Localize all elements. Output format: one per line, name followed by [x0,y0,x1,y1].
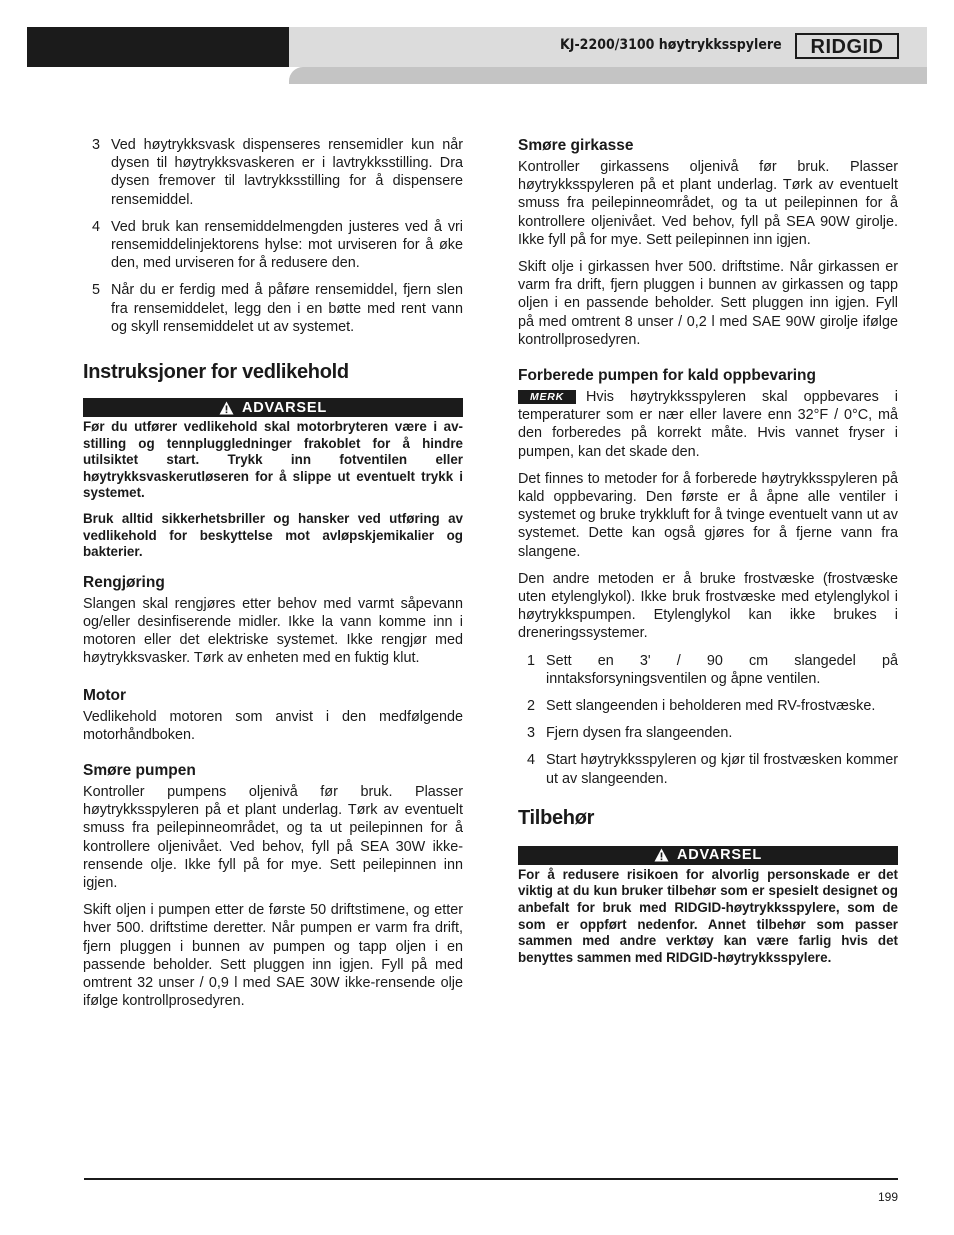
warning-text: Før du utfører vedlikehold skal motorbryteren være i av-stilling og tennpluggledninger frakoblet for å hindre utilsiktet start. Trykk inn fotventilen eller høytrykksvaskerutløseren for å slippe ut eventuelt trykk i systemet. [83,419,463,501]
detergent-steps [83,136,463,336]
pump-paragraph-2: Skift oljen i pumpen etter de første 50 driftstimene, og etter hver 500. driftstime deretter. Når pumpen er varm fra drift, fjern pluggen i bunnen av pumpen og tapp oljen i en passende beholder. Sett pluggen inn igjen. Fyll på med omtrent 32 unser / 0,9 l med SAE 30W ikke-rensende olje ifølge kontrollprosedyren. [83,902,463,1010]
warning-label: ADVARSEL [241,399,328,416]
list-item: 2 Sett slangeenden i beholderen med RV-frostvæske. [527,698,876,715]
warning-label: ADVARSEL [676,847,763,864]
page-number: 199 [877,1190,898,1204]
accessories-warning-text: For å redusere risikoen for alvorlig personskade er det viktig at du kun bruker tilbehør som er spesielt designet og anbefalt for bruk med RIDGID-høytrykksspylere, som de som er oppført nedenfor. Annet tilbehør som passer sammen med andre verktøy kan være farlig hvis det benyttes sammen med RIDGID-høytrykksspylere. [518,866,898,965]
warning-bar [83,398,463,417]
cold-paragraph-1: MERK Hvis høytrykksspyleren skal oppbevares i temperaturer som er nær eller lavere enn 32°F / 0°C, må den forberedes på korrekt måte. Hvis vannet fryser i pumpen, kan det skade den. [518,389,898,460]
warning-text-2: Bruk alltid sikkerhetsbriller og hansker ved utføring av vedlikehold for beskyttelse mot avløpskjemikalier og bakterier. [83,511,463,560]
list-item: 4 Ved bruk kan rensemiddelmengden justeres ved å vri rensemiddelinjektorens hylse: mot urviseren for å øke den, med urviseren for å redusere den. [92,218,463,272]
header-title: KJ-2200/3100 høytrykksspylere [560,37,782,53]
list-item: 4 Start høytrykksspyleren og kjør til frostvæsken kommer ut av slangeenden. [527,752,898,787]
warning-icon [219,401,234,415]
cold-storage-title: Forberede pumpen for kald oppbevaring [518,367,816,385]
header-black-bar [27,27,289,67]
list-item: 3 Ved høytrykksvask dispenseres rensemidler kun når dysen til høytrykksvaskeren er i lavtrykksstilling. Dra dysen fremover til lavtrykksstilling for å dispensere rensemiddel. [92,137,463,208]
left-column [83,136,463,1010]
right-column [518,136,898,966]
cold-paragraph-3: Den andre metoden er å bruke frostvæske (frostvæske uten etylenglykol). Ikke bruk frostvæske med etylenglykol i høytrykkspumpen. Etylenglykol kan ikke brukes i dreneringssystemer. [518,570,898,642]
cleaning-text: Slangen skal rengjøres etter behov med varmt såpevann og/eller desinfiserende midler. Ikke la vann komme inn i motoren eller det elektriske systemet. Ikke rengjør med høytrykksvasker. Tørk av enheten med en fuktig klut. [83,595,463,667]
cold-paragraph-2: Det finnes to metoder for å forberede høytrykksspyleren på kald oppbevaring. Den første er å åpne alle ventiler i systemet og bruke trykkluft for å tvinge eventuelt vann ut av systemet. Dette kan også gjøres for å fjerne vann fra slangene. [518,470,898,560]
maintenance-title: Instruksjoner for vedlikehold [83,361,349,384]
ridgid-logo [795,33,899,59]
pump-title: Smøre pumpen [83,762,196,779]
footer-rule [84,1178,898,1180]
svg-text:RIDGID: RIDGID [810,36,884,58]
accessories-title: Tilbehør [518,806,595,829]
note-badge: MERK [518,390,576,404]
gearbox-title: Smøre girkasse [518,137,634,154]
pump-paragraph-1: Kontroller pumpens oljenivå før bruk. Plasser høytrykksspyleren på et plant underlag. Tørk av eventuelt smuss fra peilepinneområdet, og ta ut peilepinnen for å kontrollere oljenivået. Ved behov, fyll på SEA 30W ikke-rensende olje. Ikke fyll på for mye. Sett peilepinnen inn igjen. [83,784,463,892]
list-item: 5 Når du er ferdig med å påføre rensemiddel, fjern slen fra rensemiddelet, legg den i en bøtte med rent vann og skyll rensemiddelet ut av systemet. [92,282,463,335]
gearbox-paragraph-2: Skift olje i girkassen hver 500. driftstime. Når girkassen er varm fra drift, fjern pluggen i bunnen av girkassen og tapp oljen i en passende beholder. Sett pluggen inn igjen. Fyll på med omtrent 8 unser / 0,2 l med SAE 90W girolje ifølge kontrollprosedyren. [518,259,898,348]
motor-title: Motor [83,686,127,704]
gearbox-paragraph-1: Kontroller girkassens oljenivå før bruk. Plasser høytrykksspyleren på et plant underlag. Tørk av eventuelt smuss fra peilepinneområdet, og ta ut peilepinnen for å kontrollere oljenivået. Ved behov, fyll på SEA 90W girolje. Ikke fyll på for mye. Sett peilepinnen inn igjen. [518,159,898,248]
list-item: 1 Sett en 3' / 90 cm slangedel på inntaksforsyningsventilen og åpne ventilen. [527,652,898,687]
list-item: 3 Fjern dysen fra slangeenden. [527,725,733,742]
antifreeze-steps [518,652,898,788]
header-tab [289,67,927,84]
cleaning-title: Rengjøring [83,573,165,591]
warning-bar [518,846,898,865]
warning-icon [654,848,669,862]
motor-text: Vedlikehold motoren som anvist i den medfølgende motorhåndboken. [83,708,463,743]
